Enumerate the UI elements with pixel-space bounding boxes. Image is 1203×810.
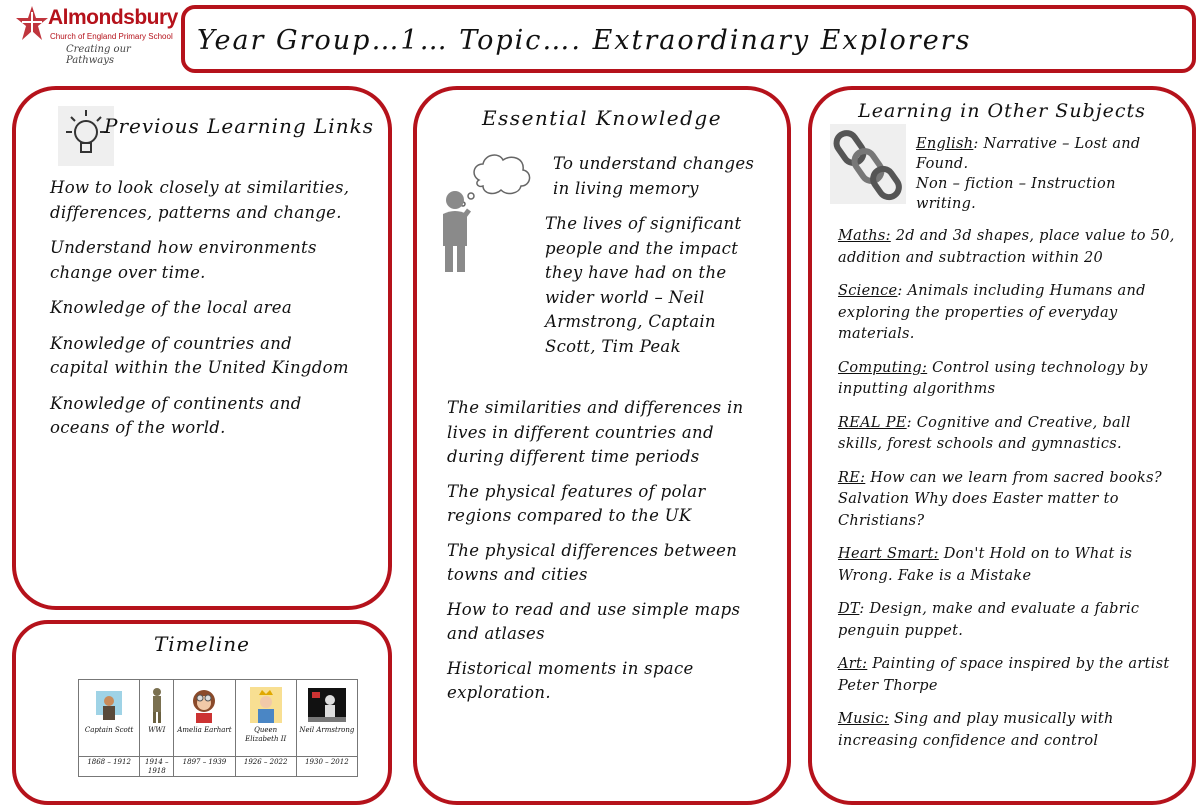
subject-label: DT xyxy=(838,601,860,617)
subject-label: RE: xyxy=(838,469,866,486)
explorer-figure-icon xyxy=(85,686,133,724)
timeline-entry xyxy=(79,680,140,776)
subject-text: Control using technology by inputting algorithms xyxy=(838,359,1148,397)
subject-text: : Narrative – Lost and Found. xyxy=(916,136,1141,172)
subject-text: Sing and play musically with increasing confidence and control xyxy=(838,711,1114,749)
aviator-figure-icon xyxy=(180,686,228,724)
subject-label: English xyxy=(916,136,974,152)
subject-label: Heart Smart: xyxy=(838,546,939,562)
list-item: Knowledge of the local area xyxy=(50,298,292,317)
timeline-dates: 1868 – 1912 xyxy=(79,756,139,776)
list-item: How to look closely at similarities, differences, patterns and change. xyxy=(50,178,350,222)
subject-label: Computing: xyxy=(838,359,928,376)
queen-figure-icon xyxy=(242,686,290,724)
timeline-panel xyxy=(12,620,392,805)
subject-text: How can we learn from sacred books? Salvation Why does Easter matter to Christians? xyxy=(838,469,1162,529)
timeline-entry xyxy=(236,680,297,776)
list-item: The physical differences between towns and cities xyxy=(447,540,738,584)
subject-text: : Cognitive and Creative, ball skills, forest schools and gymnastics. xyxy=(838,414,1131,452)
list-item xyxy=(838,709,1178,752)
timeline-entry xyxy=(174,680,235,776)
timeline-dates: 1926 – 2022 xyxy=(236,756,296,776)
list-item xyxy=(838,544,1178,587)
essential-knowledge-title: Essential Knowledge xyxy=(481,106,723,130)
logo-tagline: Creating our Pathways xyxy=(66,44,131,66)
timeline-name: Neil Armstrong xyxy=(299,726,355,734)
header-banner xyxy=(181,5,1196,73)
subjects-list xyxy=(838,226,1178,764)
timeline-entry xyxy=(297,680,357,776)
subject-label: REAL PE xyxy=(838,414,907,431)
previous-learning-panel xyxy=(12,86,392,610)
subject-text: : Animals including Humans and exploring the properties of everyday materials. xyxy=(838,283,1146,342)
timeline-name: Queen Elizabeth II xyxy=(245,726,287,743)
previous-learning-list xyxy=(50,176,350,452)
previous-learning-title: Previous Learning Links xyxy=(104,114,374,138)
list-item: Knowledge of continents and oceans of the world. xyxy=(50,393,302,437)
list-item xyxy=(838,654,1178,697)
essential-knowledge-point: To understand changes in living memory xyxy=(553,154,755,198)
list-item: Knowledge of countries and capital within the United Kingdom xyxy=(50,333,349,377)
list-item: The physical features of polar regions compared to the UK xyxy=(447,481,706,525)
subject-label: Art: xyxy=(838,656,868,672)
logo-name: Almondsbury xyxy=(48,6,178,29)
timeline-name: Amelia Earhart xyxy=(177,726,232,734)
timeline-name: WWI xyxy=(148,726,166,734)
timeline-title: Timeline xyxy=(153,632,251,656)
school-logo xyxy=(14,4,178,68)
other-subjects-panel xyxy=(808,86,1196,805)
essential-knowledge-point: The lives of significant people and the impact they have had on the wider world – Neil Armstrong, Captain Scott, Tim Peak xyxy=(545,214,742,356)
subject-text: 2d and 3d shapes, place value to 50, addition and subtraction within 20 xyxy=(838,228,1175,266)
list-item xyxy=(838,358,1178,401)
astronaut-figure-icon xyxy=(303,686,351,724)
other-subjects-title: Learning in Other Subjects xyxy=(858,100,1146,122)
thinking-person-icon xyxy=(435,146,545,280)
page-title: Year Group…1… Topic…. Extraordinary Explorers xyxy=(197,25,972,56)
list-item xyxy=(838,226,1178,269)
list-item: Understand how environments change over time. xyxy=(50,238,317,282)
subject-text: Non – fiction – Instruction writing. xyxy=(916,176,1116,212)
subject-text: Don't Hold on to What is Wrong. Fake is a Mistake xyxy=(838,546,1133,584)
english-subject xyxy=(916,134,1176,214)
timeline-dates: 1914 – 1918 xyxy=(140,756,173,776)
list-item: Historical moments in space exploration. xyxy=(447,658,694,702)
subject-label: Science xyxy=(838,283,898,299)
list-item xyxy=(838,413,1178,456)
subject-label: Maths: xyxy=(838,228,891,244)
subject-text: : Design, make and evaluate a fabric penguin puppet. xyxy=(838,601,1140,639)
chain-link-icon xyxy=(830,124,906,204)
list-item: How to read and use simple maps and atlases xyxy=(447,599,741,643)
subject-label: Music: xyxy=(838,711,890,727)
list-item: The similarities and differences in lives in different countries and during different time periods xyxy=(447,398,744,466)
soldier-figure-icon xyxy=(146,686,167,724)
essential-knowledge-list xyxy=(447,396,767,716)
timeline-table xyxy=(78,679,358,777)
list-item xyxy=(838,468,1178,533)
logo-subtitle: Church of England Primary School xyxy=(50,32,173,41)
school-crest-icon xyxy=(14,4,50,44)
timeline-dates: 1930 – 2012 xyxy=(297,756,357,776)
subject-text: Painting of space inspired by the artist Peter Thorpe xyxy=(838,656,1170,694)
timeline-entry xyxy=(140,680,174,776)
essential-knowledge-panel xyxy=(413,86,791,805)
timeline-dates: 1897 – 1939 xyxy=(174,756,234,776)
list-item xyxy=(838,281,1178,346)
timeline-name: Captain Scott xyxy=(84,726,134,734)
list-item xyxy=(838,599,1178,642)
